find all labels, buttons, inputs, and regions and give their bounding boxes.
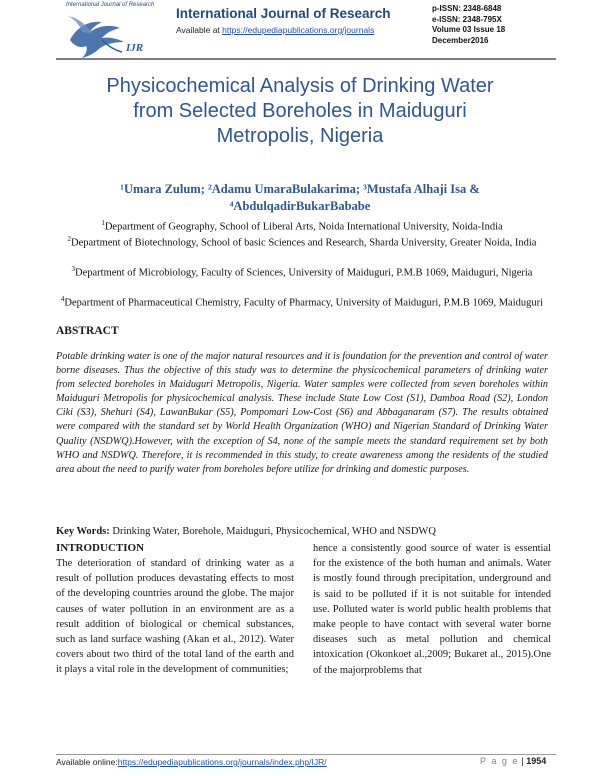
- intro-paragraph-right: hence a consistently good source of water is essential for the existence of the both human and animals. Water is mostly found through precipitation, underground and is said to be polluted if it is not suitable for intended use. Polluted water is world public health problems that make people to have contact with several water borne diseases such as metal pollution and chemical intoxication (Okonkoet al.,2009; Bukaret al., 2015).One of the majorproblems that: [313, 543, 551, 676]
- affiliation-4: [52, 293, 552, 310]
- logo-abbrev: IJR: [126, 42, 144, 54]
- affiliation-text: Department of Pharmaceutical Chemistry, Faculty of Pharmacy, University of Maiduguri, P.M.B 1069, Maiduguri: [64, 297, 544, 309]
- author-list: [40, 181, 560, 215]
- intro-paragraph-left: The deterioration of standard of drinking water as a result of pollution produces devastating effects to most of the developing countries around the globe. The major causes of water pollution in an environment are as a result addition of biological or chemical substances, such as land surface washing (Akan et al., 2012). Water covers about two third of the total land of the earth and it plays a vital role in the development of communities;: [56, 558, 294, 676]
- issue-date: December2016: [432, 35, 489, 45]
- page-label: P a g e: [480, 756, 519, 766]
- keywords: [56, 525, 556, 538]
- pegasus-logo-icon: [62, 10, 134, 62]
- affiliation-text: Department of Microbiology, Faculty of Sciences, University of Maiduguri, P.M.B 1069, Maiduguri, Nigeria: [75, 267, 533, 279]
- right-column: [313, 541, 551, 678]
- available-online-label: Available online:: [56, 757, 118, 767]
- authors-line: ⁴AbdulqadirBukarBababe: [229, 199, 371, 213]
- volume-issue: Volume 03 Issue 18: [432, 25, 506, 34]
- keywords-text: Drinking Water, Borehole, Maiduguri, Physicochemical, WHO and NSDWQ: [109, 526, 436, 537]
- affiliation-3: [52, 263, 552, 280]
- journal-logo: [62, 2, 170, 62]
- affiliation-1: [52, 217, 552, 234]
- paper-title: [40, 74, 560, 149]
- e-issn: e-ISSN: 2348-795X: [432, 14, 502, 24]
- abstract-body: Potable drinking water is one of the major natural resources and it is foundation for the prevention and control of water borne diseases. Thus the objective of this study was to determine the physicochemical parameters of drinking water from selected boreholes in Maiduguri Metropolis, Nigeria. Water samples were collected from seven boreholes within Maiduguri Metropolis for physicochemical analysis. These include State Low Cost (S1), Damboa Road (S2), London Ciki (S3), Shehuri (S4), LawanBukar (S5), Pompomari Low-Cost (S6) and Abbaganaram (S7). The results obtained were compared with the standard set by World Health Organization (WHO) and Nigerian Standard of Drinking Water Quality (NSDWQ).However, with the exception of S4, none of the sample meets the standard requirement set by both WHO and NSDWQ. Therefore, it is recommended in this study, to create awareness among the residents of the studied area about the need to purify water from boreholes before utilize for drinking and domestic purposes.: [56, 351, 548, 475]
- affiliation-marker: 1: [101, 219, 105, 227]
- authors-line: ¹Umara Zulum; ²Adamu UmaraBulakarima; ³Mustafa Alhaji Isa &: [120, 182, 480, 196]
- journal-availability: [176, 25, 374, 35]
- introduction-heading: INTRODUCTION: [56, 542, 145, 554]
- journal-header: [0, 0, 600, 66]
- affiliation-marker: 3: [71, 265, 76, 273]
- keywords-label: Key Words:: [56, 526, 110, 537]
- abstract-heading: ABSTRACT: [56, 325, 119, 337]
- title-line: from Selected Boreholes in Maiduguri: [133, 100, 467, 122]
- footer-divider: [56, 754, 556, 755]
- left-column: [56, 541, 294, 678]
- affiliation-marker: 2: [67, 235, 72, 243]
- title-line: Physicochemical Analysis of Drinking Water: [106, 75, 494, 97]
- journal-url-link[interactable]: https://edupediapublications.org/journals: [222, 25, 375, 35]
- p-issn: p-ISSN: 2348-6848: [432, 4, 502, 13]
- page-number-block: [480, 756, 546, 766]
- available-prefix: Available at: [176, 25, 223, 35]
- affiliation-text: Department of Biotechnology, School of basic Sciences and Research, Sharda University, Greater Noida, India: [71, 237, 537, 249]
- journal-index-link[interactable]: https://edupediapublications.org/journals/index.php/IJR/: [117, 757, 327, 767]
- journal-meta: [432, 4, 505, 46]
- footer-availability: [56, 757, 327, 767]
- page-separator: |: [518, 756, 527, 766]
- header-divider: [56, 58, 556, 60]
- page-number: 1954: [526, 756, 547, 766]
- affiliation-2: [52, 233, 552, 250]
- affiliation-text: Department of Geography, School of Liberal Arts, Noida International University, Noida-India: [104, 221, 503, 233]
- journal-title: International Journal of Research: [176, 6, 391, 21]
- affiliation-marker: 4: [60, 295, 65, 303]
- title-line: Metropolis, Nigeria: [216, 125, 384, 147]
- logo-text: International Journal of Research: [66, 2, 155, 8]
